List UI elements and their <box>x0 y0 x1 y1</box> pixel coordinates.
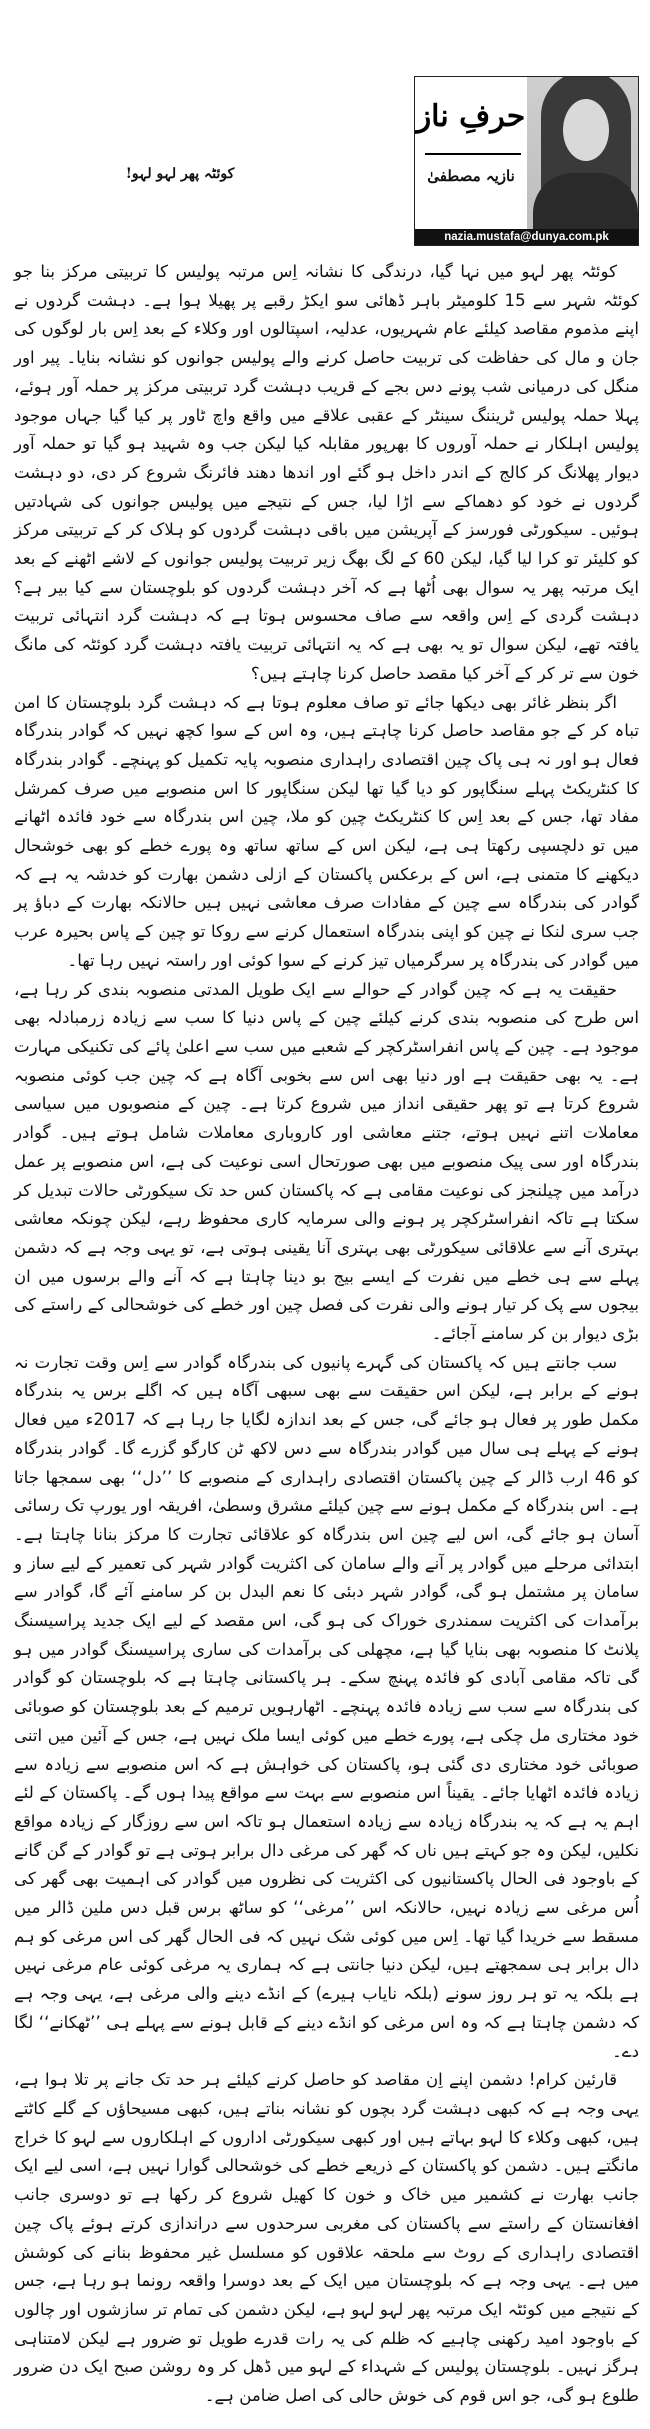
column-name: حرفِ ناز <box>416 99 526 134</box>
photo-face <box>563 99 609 161</box>
author-email: nazia.mustafa@dunya.com.pk <box>415 229 638 245</box>
column-header-box <box>414 76 639 246</box>
author-name: نازیہ مصطفیٰ <box>427 167 515 185</box>
divider <box>425 153 521 155</box>
author-photo <box>527 77 638 229</box>
column-branding <box>415 77 527 227</box>
article-paragraph: سب جانتے ہیں کہ پاکستان کی گہرے پانیوں کی بندرگاہ گوادر سے اِس وقت تجارت نہ ہونے کے برابر ہے، لیکن اس حقیقت سے بھی سبھی آگاہ ہیں کہ اگلے برس یہ بندرگاہ مکمل طور پر فعال ہو جائے گی، جس کے بعد اندازہ لگایا جا رہا ہے کہ 2017ء میں فعال ہونے کے پہلے ہی سال میں گوادر بندرگاہ سے دس لاکھ ٹن کارگو گزرے گا۔ گوادر بندرگاہ کو 46 ارب ڈالر کے چین پاکستان اقتصادی راہداری کے منصوبے کا ’’دل‘‘ بھی سمجھا جاتا ہے۔ اس بندرگاہ کے مکمل ہونے سے چین کیلئے مشرق وسطیٰ، افریقہ اور یورپ تک رسائی آسان ہو جائے گی، اس لیے چین اس بندرگاہ کو علاقائی تجارت کا مرکز بنانا چاہتا ہے۔ ابتدائی مرحلے میں گوادر پر آنے والے سامان کی اکثریت گوادر شہر کی تعمیر کے لیے ساز و سامان پر مشتمل ہو گی، گوادر شہر دبئی کا نعم البدل بن کر سامنے آئے گا، گوادر سے برآمدات کی اکثریت سمندری خوراک کی ہو گی، اس مقصد کے لیے ایک جدید پراسیسنگ پلانٹ کا منصوبہ بھی بنایا گیا ہے، مچھلی کی برآمدات کی ساری پراسیسنگ گوادر میں ہو گی تاکہ مقامی آبادی کو فائدہ پہنچ سکے۔ ہر پاکستانی چاہتا ہے کہ بلوچستان کو گوادر کی بندرگاہ سے سب سے زیادہ فائدہ پہنچے۔ اٹھارہویں ترمیم کے بعد بلوچستان کو صوبائی خود مختاری مل چکی ہے، پورے خطے میں کوئی ایسا ملک نہیں ہے، جس کے آئین میں اتنی صوبائی خود مختاری دی گئی ہو، پاکستان کی خواہش ہے کہ اس منصوبے سے زیادہ سے زیادہ فائدہ اٹھایا جائے۔ یقیناً اس منصوبے سے بہت سے مواقع پیدا ہوں گے۔ پاکستان کے لئے اہم یہ ہے کہ یہ بندرگاہ زیادہ سے زیادہ استعمال ہو تاکہ اس سے روزگار کے زیادہ مواقع نکلیں، لیکن وہ جو کہتے ہیں ناں کہ گھر کی مرغی دال برابر ہوتی ہے تو گوادر کے گن گانے کے باوجود فی الحال پاکستانیوں کی اکثریت کی نظروں میں گوادر کی اہمیت بھی گھر کی اُس مرغی سے زیادہ نہیں، حالانکہ اس ’’مرغی‘‘ کو ساٹھ برس قبل دس ملین ڈالر میں مسقط سے خریدا گیا تھا۔ اِس میں کوئی شک نہیں کہ فی الحال گھر کی اس مرغی کو ہم دال برابر ہی سمجھتے ہیں، لیکن دنیا جانتی ہے کہ ہماری یہ مرغی کوئی عام مرغی نہیں ہے بلکہ یہ تو ہر روز سونے (بلکہ نایاب ہیرے) کے انڈے دینے والی مرغی ہے، یہی وجہ ہے کہ دشمن چاہتا ہے کہ وہ اس مرغی کو انڈے دینے کے قابل ہونے سے پہلے ہی ’’ٹھکانے‘‘ لگا دے۔ <box>14 1352 640 2061</box>
article-paragraph: حقیقت یہ ہے کہ چین گوادر کے حوالے سے ایک طویل المدتی منصوبہ بندی کر رہا ہے، اس طرح کی منصوبہ بندی کرنے کیلئے چین کے پاس دنیا کا سب سے زیادہ زرمبادلہ بھی موجود ہے۔ چین کے پاس انفراسٹرکچر کے شعبے میں سب سے اعلیٰ پائے کی تکنیکی مہارت ہے۔ یہ بھی حقیقت ہے اور دنیا بھی اس سے بخوبی آگاہ ہے کہ چین جب کوئی منصوبہ شروع کرتا ہے تو پھر حقیقی انداز میں شروع کرتا ہے۔ چین کے منصوبوں میں سیاسی معاملات اتنے نہیں ہوتے، جتنے معاشی اور کاروباری معاملات شامل ہوتے ہیں۔ گوادر بندرگاہ اور سی پیک منصوبے میں بھی صورتحال اسی نوعیت کی ہے، اس منصوبے پر عمل درآمد میں چیلنجز کی نوعیت مقامی ہے کہ پاکستان کس حد تک سیکورٹی حالات تبدیل کر سکتا ہے تاکہ انفراسٹرکچر پر ہونے والی سرمایہ کاری محفوظ رہے، لیکن چونکہ معاشی بہتری آنے سے علاقائی سیکورٹی بھی بہتری آنا یقینی ہوتی ہے، تو یہی وجہ ہے کہ دشمن پہلے سے ہی خطے میں نفرت کے ایسے بیج بو دینا چاہتا ہے کہ آنے والے برسوں میں ان بیجوں سے پک کر تیار ہونے والی نفرت کی فصل چین اور خطے کی خوشحالی کے راستے کی بڑی دیوار بن کر سامنے آجائے۔ <box>14 979 639 1344</box>
article-body <box>14 258 639 2411</box>
article-title: کوئٹہ پھر لہو لہو! <box>125 166 235 182</box>
article-paragraph: اگر بنظر غائر بھی دیکھا جائے تو صاف معلوم ہوتا ہے کہ دہشت گرد بلوچستان کا امن تباہ کر کے جو مقاصد حاصل کرنا چاہتے ہیں، وہ اس کے سوا کچھ نہیں کہ گوادر بندرگاہ فعال ہو اور نہ ہی پاک چین اقتصادی راہداری منصوبہ پایہ تکمیل کو پہنچے۔ گوادر بندرگاہ کا کنٹریکٹ پہلے سنگاپور کو دیا گیا تھا لیکن سنگاپور کا اس منصوبے میں صرف کمرشل مفاد تھا، جس کے بعد اِس کا کنٹریکٹ چین کو ملا، چین اس بندرگاہ سے خود فائدہ اٹھانے میں تو دلچسپی رکھتا ہی ہے، لیکن اس کے ساتھ ساتھ وہ پورے خطے کو بھی خوشحال دیکھنے کا متمنی ہے، اس کے برعکس پاکستان کے ازلی دشمن بھارت کو خدشہ یہ ہے کہ گوادر کی بندرگاہ سے چین کے مفادات صرف معاشی نہیں ہیں حالانکہ بھارت کے دباؤ پر جب سری لنکا نے چین کو اپنی بندرگاہ استعمال کرنے سے روکا تو چین کے پاس بحیرہ عرب میں گوادر کی بندرگاہ پر سرگرمیاں تیز کرنے کے سوا کوئی اور راستہ نہیں رہا تھا۔ <box>14 692 639 970</box>
article-paragraph: قارئین کرام! دشمن اپنے اِن مقاصد کو حاصل کرنے کیلئے ہر حد تک جانے پر تلا ہوا ہے، یہی وجہ ہے کہ کبھی دہشت گرد بچوں کو نشانہ بناتے ہیں، کبھی مسیحاؤں کے گلے کاٹتے ہیں، کبھی وکلاء کا لہو بہاتے ہیں اور کبھی سیکورٹی اداروں کے اہلکاروں سے لہو کا خراج مانگتے ہیں۔ دشمن کو پاکستان کے ذریعے خطے کی خوشحالی گوارا نہیں ہے، اسی لیے ایک جانب بھارت نے کشمیر میں خاک و خون کا کھیل شروع کر رکھا ہے تو دوسری جانب افغانستان کے راستے سے پاکستان کی مغربی سرحدوں سے دراندازی کرتے ہوئے پاک چین اقتصادی راہداری کے روٹ سے ملحقہ علاقوں کو مسلسل غیر محفوظ بنانے کی کوشش میں ہے۔ یہی وجہ ہے کہ بلوچستان میں ایک کے بعد دوسرا واقعہ رونما ہو رہا ہے، جس کے نتیجے میں کوئٹہ ایک مرتبہ پھر لہو لہو ہے، لیکن دشمن کی تمام تر سازشوں اور چالوں کے باوجود امید رکھنی چاہیے کہ ظلم کی یہ رات قدرے طویل تو ضرور ہے لیکن لامتناہی ہرگز نہیں۔ بلوچستان پولیس کے شہداء کے لہو میں ڈھل کر وہ روشن صبح ایک دن ضرور طلوع ہو گی، جو اس قوم کی خوش حالی کی اصل ضامن ہے۔ <box>14 2070 639 2406</box>
article-paragraph: کوئٹہ پھر لہو میں نہا گیا، درندگی کا نشانہ اِس مرتبہ پولیس کا تربیتی مرکز بنا جو کوئٹہ شہر سے 15 کلومیٹر باہر ڈھائی سو ایکڑ رقبے پر پھیلا ہوا ہے۔ دہشت گردوں نے اپنے مذموم مقاصد کیلئے عام شہریوں، عدلیہ، اسپتالوں اور وکلاء کے بعد اِس بار لوگوں کی جان و مال کی حفاظت کی تربیت حاصل کرنے والے پولیس جوانوں کو نشانہ بنایا۔ پیر اور منگل کی درمیانی شب پونے دس بجے کے قریب دہشت گرد تربیتی مرکز پر حملہ آور ہوئے، پہلا حملہ پولیس ٹریننگ سینٹر کے عقبی علاقے میں واقع واچ ٹاور پر کیا گیا جہاں موجود پولیس اہلکار نے حملہ آوروں کا بھرپور مقابلہ کیا لیکن جب وہ شہید ہو گیا تو حملہ آور دیوار پھلانگ کر کالج کے اندر داخل ہو گئے اور اندھا دھند فائرنگ شروع کر دی، دو دہشت گردوں نے خود کو دھماکے سے اڑا لیا، جس کے نتیجے میں پولیس جوانوں کی شہادتیں ہوئیں۔ سیکورٹی فورسز کے آپریشن میں باقی دہشت گردوں کو ہلاک کر کے تربیتی مرکز کو کلیئر تو کرا لیا گیا، لیکن 60 کے لگ بھگ زیر تربیت پولیس جوانوں کے لاشے اٹھنے کے بعد ایک مرتبہ پھر یہ سوال بھی اُٹھا ہے کہ آخر دہشت گردوں کو بلوچستان سے کیا بیر ہے؟ دہشت گردی کے اِس واقعہ سے صاف محسوس ہوتا ہے کہ دہشت گرد انتہائی تربیت یافتہ تھے، لیکن سوال تو یہ بھی ہے کہ یہ انتہائی تربیت یافتہ دہشت گرد کوئٹہ کی مانگ خون سے تر کر کے آخر کیا مقصد حاصل کرنا چاہتے ہیں؟ <box>14 262 639 683</box>
